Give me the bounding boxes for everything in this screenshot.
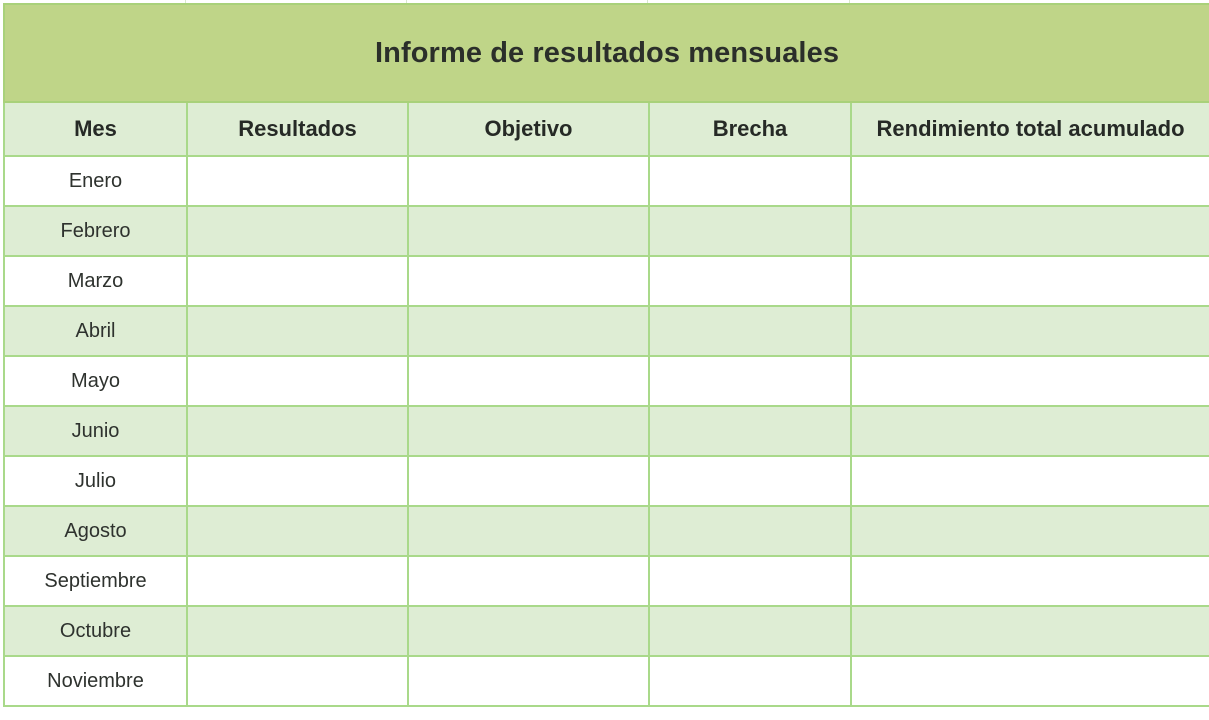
table-row [4, 556, 1209, 606]
rendimiento-cell[interactable] [851, 406, 1209, 456]
rendimiento-cell[interactable] [851, 656, 1209, 706]
month-cell[interactable]: Septiembre [4, 556, 187, 606]
column-header-resultados[interactable]: Resultados [187, 102, 408, 156]
brecha-cell[interactable] [649, 606, 851, 656]
rendimiento-cell[interactable] [851, 606, 1209, 656]
month-cell[interactable]: Abril [4, 306, 187, 356]
brecha-cell[interactable] [649, 506, 851, 556]
month-cell[interactable]: Junio [4, 406, 187, 456]
table-row [4, 306, 1209, 356]
brecha-cell[interactable] [649, 556, 851, 606]
month-cell[interactable]: Agosto [4, 506, 187, 556]
table-row [4, 456, 1209, 506]
resultados-cell[interactable] [187, 656, 408, 706]
table-row [4, 156, 1209, 206]
table-row [4, 256, 1209, 306]
rendimiento-cell[interactable] [851, 556, 1209, 606]
column-header-brecha[interactable]: Brecha [649, 102, 851, 156]
resultados-cell[interactable] [187, 306, 408, 356]
table-row [4, 656, 1209, 706]
resultados-cell[interactable] [187, 506, 408, 556]
month-cell[interactable]: Julio [4, 456, 187, 506]
table-row [4, 356, 1209, 406]
rendimiento-cell[interactable] [851, 206, 1209, 256]
table-row [4, 206, 1209, 256]
report-title[interactable]: Informe de resultados mensuales [4, 4, 1209, 102]
brecha-cell[interactable] [649, 206, 851, 256]
objetivo-cell[interactable] [408, 156, 649, 206]
brecha-cell[interactable] [649, 456, 851, 506]
month-cell[interactable]: Marzo [4, 256, 187, 306]
brecha-cell[interactable] [649, 356, 851, 406]
month-cell[interactable]: Febrero [4, 206, 187, 256]
resultados-cell[interactable] [187, 356, 408, 406]
month-cell[interactable]: Enero [4, 156, 187, 206]
objetivo-cell[interactable] [408, 256, 649, 306]
rendimiento-cell[interactable] [851, 356, 1209, 406]
resultados-cell[interactable] [187, 406, 408, 456]
objetivo-cell[interactable] [408, 406, 649, 456]
brecha-cell[interactable] [649, 306, 851, 356]
resultados-cell[interactable] [187, 456, 408, 506]
objetivo-cell[interactable] [408, 306, 649, 356]
month-cell[interactable]: Noviembre [4, 656, 187, 706]
month-cell[interactable]: Mayo [4, 356, 187, 406]
resultados-cell[interactable] [187, 206, 408, 256]
rendimiento-cell[interactable] [851, 456, 1209, 506]
resultados-cell[interactable] [187, 556, 408, 606]
resultados-cell[interactable] [187, 606, 408, 656]
rendimiento-cell[interactable] [851, 306, 1209, 356]
brecha-cell[interactable] [649, 256, 851, 306]
objetivo-cell[interactable] [408, 356, 649, 406]
objetivo-cell[interactable] [408, 656, 649, 706]
column-header-objetivo[interactable]: Objetivo [408, 102, 649, 156]
resultados-cell[interactable] [187, 156, 408, 206]
rendimiento-cell[interactable] [851, 506, 1209, 556]
objetivo-cell[interactable] [408, 556, 649, 606]
objetivo-cell[interactable] [408, 606, 649, 656]
rendimiento-cell[interactable] [851, 156, 1209, 206]
column-header-mes[interactable]: Mes [4, 102, 187, 156]
table-row [4, 406, 1209, 456]
rendimiento-cell[interactable] [851, 256, 1209, 306]
resultados-cell[interactable] [187, 256, 408, 306]
objetivo-cell[interactable] [408, 206, 649, 256]
objetivo-cell[interactable] [408, 506, 649, 556]
month-cell[interactable]: Octubre [4, 606, 187, 656]
table-row [4, 506, 1209, 556]
brecha-cell[interactable] [649, 406, 851, 456]
column-header-rendimiento-total[interactable]: Rendimiento total acumulado [851, 102, 1209, 156]
brecha-cell[interactable] [649, 156, 851, 206]
table-row [4, 606, 1209, 656]
brecha-cell[interactable] [649, 656, 851, 706]
objetivo-cell[interactable] [408, 456, 649, 506]
monthly-results-table [3, 3, 1209, 707]
